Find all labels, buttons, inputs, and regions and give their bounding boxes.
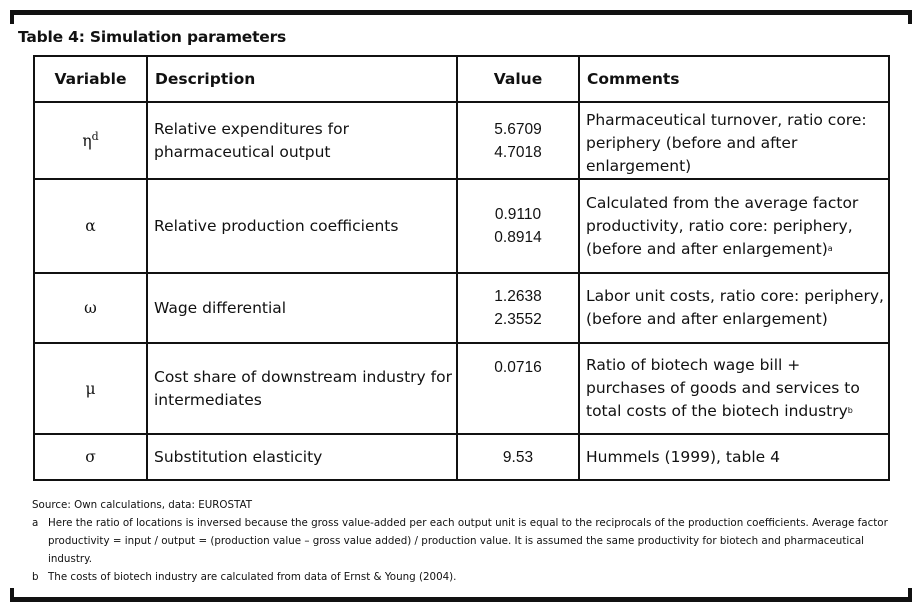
comment-text: Pharmaceutical turnover, ratio core: periphery (before and after enlargement) [586,111,867,175]
comment-cell [579,343,889,434]
value-before: 5.6709 [494,120,542,138]
comment-cell [579,434,889,480]
table-row [34,434,889,480]
value-before: 1.2638 [494,288,542,305]
table-row [34,102,889,179]
bottom-rule-left-tick [10,588,14,602]
comment-text: Labor unit costs, ratio core: periphery, (before and after enlargement) [586,287,884,328]
value-after: 2.3552 [494,311,542,328]
bottom-rule-right-tick [908,588,912,602]
comment-text: Calculated from the average factor productivity, ratio core: periphery, (before and after enlargement) [586,193,859,258]
footnote-a [32,514,890,568]
variable-cell [34,343,147,434]
variable-symbol: α [85,217,96,235]
top-rule [10,10,912,15]
bottom-rule [10,597,912,602]
header-comments: Comments [579,56,889,102]
value-single: 9.53 [502,448,534,466]
source-note: Source: Own calculations, data: EUROSTAT [32,499,253,511]
top-rule-right-tick [908,10,912,24]
table-notes [32,496,890,586]
variable-superscript: d [91,129,99,143]
header-row [34,56,889,102]
variable-cell [34,102,147,179]
value-single: 0.0716 [494,359,542,376]
header-variable: Variable [34,56,147,102]
comment-text: Ratio of biotech wage bill + purchases of goods and services to total costs of the biotech industry [586,356,860,420]
variable-symbol: μ [85,379,96,398]
value-before: 0.9110 [494,206,542,223]
variable-symbol: σ [85,448,96,466]
comment-cell [579,102,889,179]
value-cell [457,434,579,480]
comment-text: Hummels (1999), table 4 [586,447,780,466]
value-cell [457,273,579,343]
value-after: 0.8914 [494,229,542,246]
variable-cell [34,273,147,343]
table-row [34,179,889,273]
value-cell [457,343,579,434]
value-after: 4.7018 [494,143,542,161]
table-row [34,273,889,343]
value-cell [457,102,579,179]
top-rule-left-tick [10,10,14,24]
footnote-mark: b [32,571,39,583]
header-value: Value [457,56,579,102]
description-cell: Relative production coefficients [147,179,457,273]
description-cell: Wage differential [147,273,457,343]
variable-symbol: ω [84,299,97,317]
comment-cell [579,273,889,343]
footnote-text: Here the ratio of locations is inversed because the gross value-added per each output unit is equal to the reciprocals of the production coefficients. Average factor productivity = input / output = (production value – gross value added) / production value. It is assumed the same productivity for biotech and pharmaceutical industry. [48,517,888,565]
footnote-b [32,568,890,586]
simulation-parameters-table [33,55,890,481]
variable-symbol: η [82,131,92,150]
value-cell [457,179,579,273]
variable-cell [34,434,147,480]
footnote-ref-b: b [847,406,853,415]
table-row [34,343,889,434]
table-title: Table 4: Simulation parameters [18,28,287,46]
footnote-ref-a: a [827,243,833,253]
header-description: Description [147,56,457,102]
footnote-mark: a [32,517,39,529]
description-cell: Cost share of downstream industry for intermediates [147,343,457,434]
description-cell: Relative expenditures for pharmaceutical output [147,102,457,179]
comment-cell [579,179,889,273]
footnote-text: The costs of biotech industry are calculated from data of Ernst & Young (2004). [48,571,457,583]
variable-cell [34,179,147,273]
description-cell: Substitution elasticity [147,434,457,480]
